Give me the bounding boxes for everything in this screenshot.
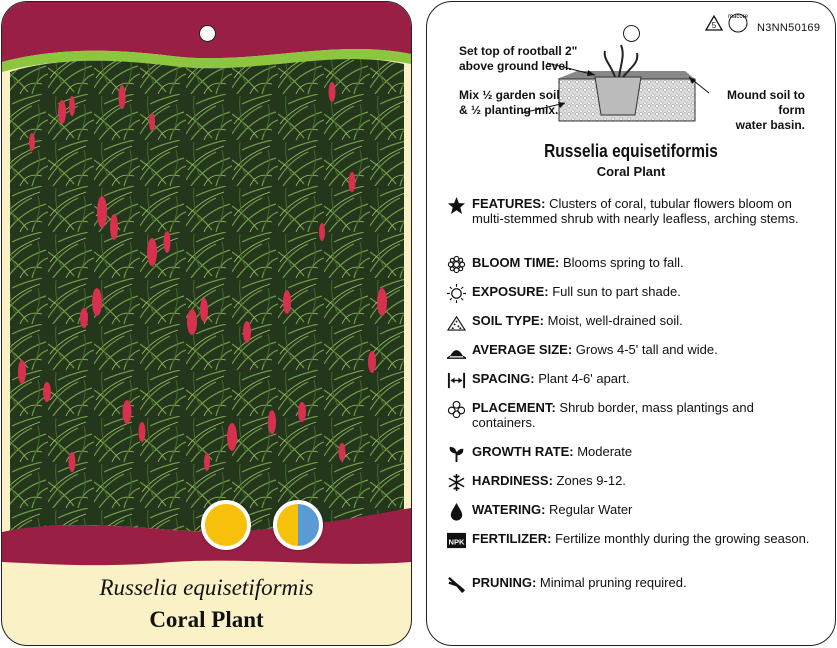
watering-row: WATERING: Regular Water bbox=[447, 502, 817, 517]
growth-rate-row: GROWTH RATE: Moderate bbox=[447, 444, 817, 459]
diagram-note-top: Set top of rootball 2" above ground level. bbox=[459, 44, 578, 73]
diagram-note-mix: Mix ½ garden soil & ½ planting mix. bbox=[459, 88, 560, 117]
star-icon bbox=[447, 196, 466, 215]
hang-hole bbox=[199, 25, 216, 42]
front-artwork bbox=[2, 2, 411, 645]
svg-text:5: 5 bbox=[711, 21, 717, 30]
flower-icon bbox=[447, 255, 466, 274]
back-common-name: Coral Plant bbox=[596, 164, 666, 179]
average-size-row: AVERAGE SIZE: Grows 4-5' tall and wide. bbox=[447, 342, 817, 357]
full-sun-icon bbox=[201, 500, 251, 550]
recycle-icon bbox=[700, 10, 764, 34]
size-icon bbox=[447, 342, 466, 361]
features-row: FEATURES: Clusters of coral, tubular flowers bloom on multi-stemmed shrub with nearly leafless, arching stems. bbox=[447, 196, 817, 226]
bloom-time-row: BLOOM TIME: Blooms spring to fall. bbox=[447, 255, 817, 270]
pruners-icon bbox=[447, 575, 466, 594]
npk-icon bbox=[447, 531, 466, 550]
front-card bbox=[1, 1, 412, 646]
sun-icon bbox=[447, 284, 466, 303]
diagram-note-mound: Mound soil to form water basin. bbox=[727, 88, 805, 132]
front-scientific-name: Russelia equisetiformis bbox=[99, 575, 314, 600]
pruning-row: PRUNING: Minimal pruning required. bbox=[447, 575, 817, 590]
snowflake-icon bbox=[447, 473, 466, 492]
svg-text:macore: macore bbox=[727, 14, 749, 20]
water-drop-icon bbox=[447, 502, 466, 521]
back-card bbox=[426, 1, 836, 646]
soil-icon bbox=[447, 313, 466, 332]
fertilizer-row: NPK FERTILIZER: Fertilize monthly during the growing season. bbox=[447, 531, 817, 546]
placement-icon bbox=[447, 400, 466, 419]
spacing-icon bbox=[447, 371, 466, 390]
spacing-row: SPACING: Plant 4-6' apart. bbox=[447, 371, 817, 386]
placement-row: PLACEMENT: Shrub border, mass plantings and containers. bbox=[447, 400, 817, 430]
product-code: N3NN50169 bbox=[757, 22, 821, 34]
soil-type-row: SOIL TYPE: Moist, well-drained soil. bbox=[447, 313, 817, 328]
front-common-name: Coral Plant bbox=[149, 607, 264, 632]
exposure-row: EXPOSURE: Full sun to part shade. bbox=[447, 284, 817, 299]
part-shade-icon bbox=[273, 500, 323, 550]
hardiness-row: HARDINESS: Zones 9-12. bbox=[447, 473, 817, 488]
sprout-icon bbox=[447, 444, 466, 463]
svg-text:NPK: NPK bbox=[448, 537, 465, 547]
back-scientific-name: Russelia equisetiformis bbox=[544, 141, 718, 161]
